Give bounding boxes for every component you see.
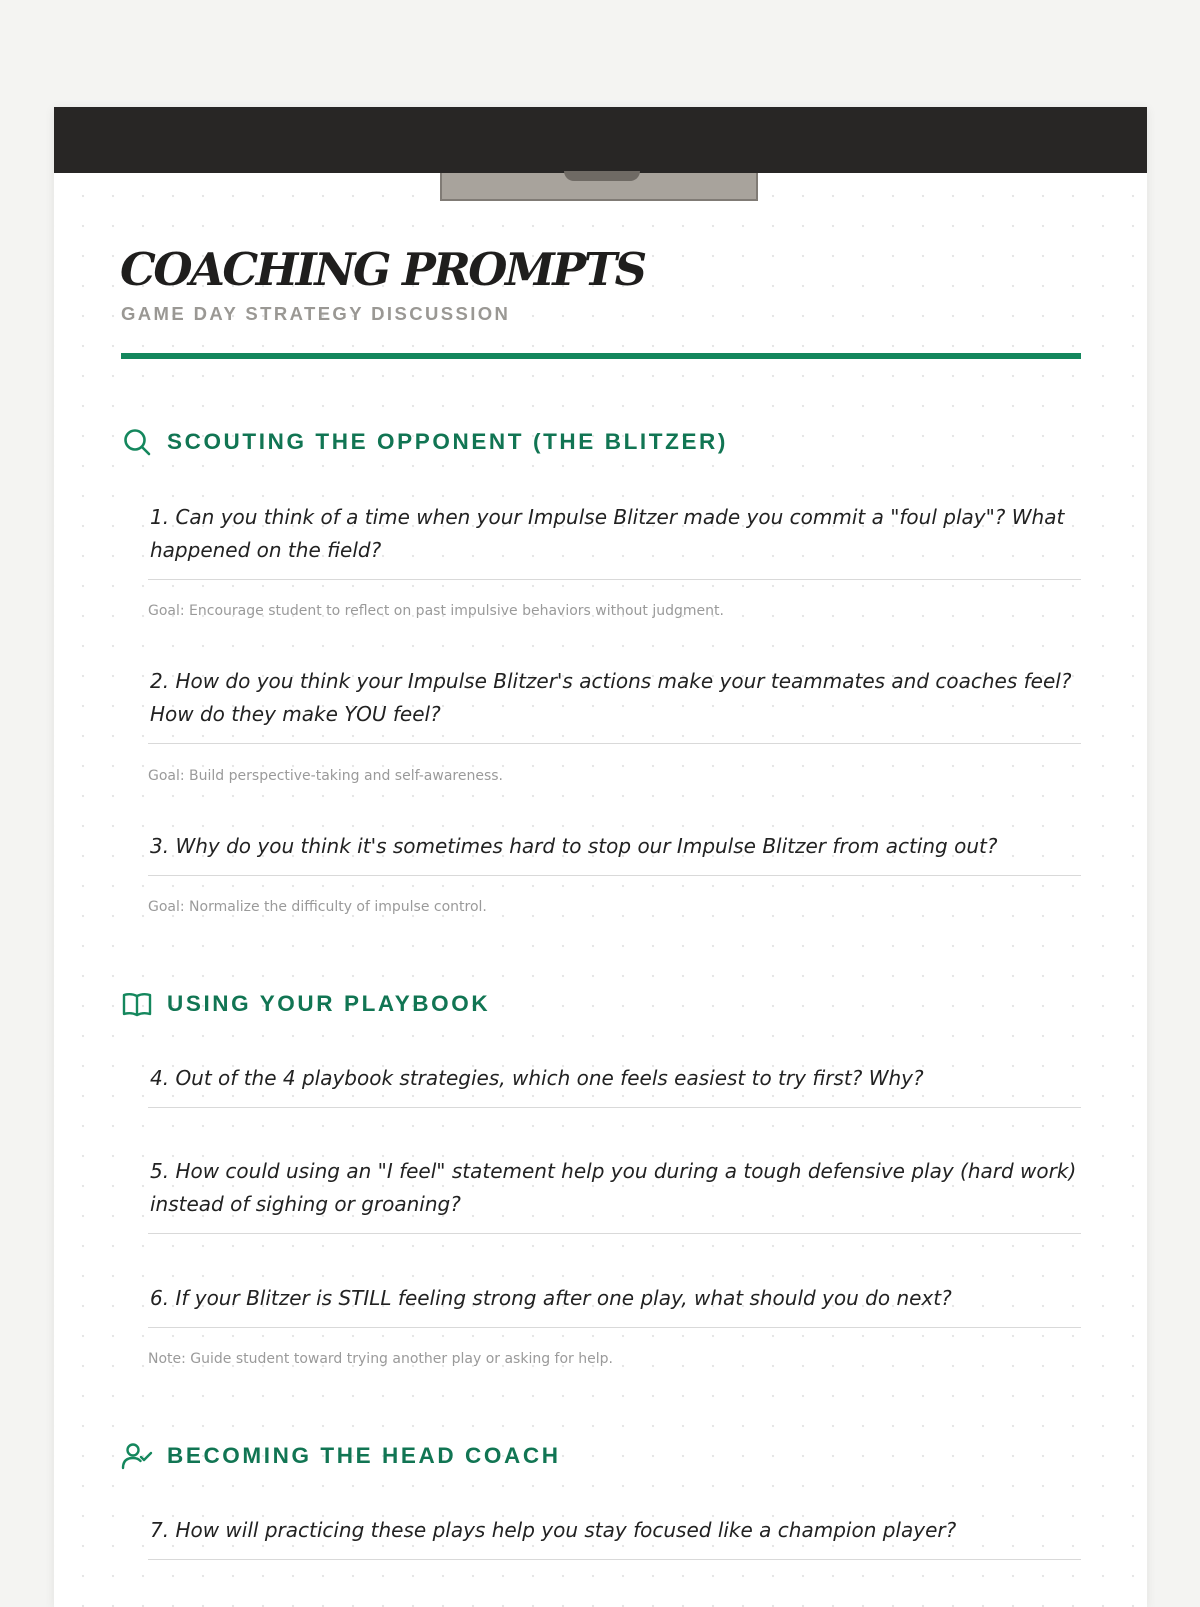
answer-line	[148, 1107, 1081, 1108]
prompt-item	[148, 1062, 1081, 1095]
user-check-icon	[121, 1440, 153, 1472]
search-icon	[121, 426, 153, 458]
prompt-question: 2. How do you think your Impulse Blitzer's actions make your teammates and coaches feel? How do they make YOU feel?	[150, 669, 1072, 726]
prompt-item	[148, 665, 1081, 731]
answer-line	[148, 1233, 1081, 1234]
prompt-item	[148, 830, 1081, 863]
title-divider	[121, 353, 1081, 359]
section-title: SCOUTING THE OPPONENT (THE BLITZER)	[167, 429, 728, 454]
answer-line	[148, 1559, 1081, 1560]
prompt-question: 5. How could using an "I feel" statement help you during a tough defensive play (hard work) instead of sighing or groaning?	[150, 1159, 1077, 1216]
answer-line	[148, 1327, 1081, 1328]
answer-line	[148, 579, 1081, 580]
prompt-question: 3. Why do you think it's sometimes hard to stop our Impulse Blitzer from acting out?	[150, 834, 998, 858]
prompt-goal-note: Goal: Build perspective-taking and self-awareness.	[148, 768, 503, 784]
section-header-playbook	[121, 987, 490, 1021]
page-title: COACHING PROMPTS	[120, 243, 645, 296]
prompt-question: 7. How will practicing these plays help you stay focused like a champion player?	[150, 1518, 957, 1542]
section-title: USING YOUR PLAYBOOK	[167, 991, 491, 1016]
prompt-question: 1. Can you think of a time when your Impulse Blitzer made you commit a "foul play"? What happened on the field?	[150, 505, 1065, 562]
section-header-scouting	[121, 425, 728, 459]
prompt-question: 4. Out of the 4 playbook strategies, which one feels easiest to try first? Why?	[150, 1066, 924, 1090]
section-header-head-coach	[121, 1439, 561, 1473]
prompt-item	[148, 501, 1081, 567]
prompt-goal-note: Note: Guide student toward trying another play or asking for help.	[148, 1351, 613, 1367]
worksheet-page	[54, 107, 1147, 1607]
answer-line	[148, 743, 1081, 744]
prompt-goal-note: Goal: Encourage student to reflect on past impulsive behaviors without judgment.	[148, 603, 724, 619]
clipboard-clip	[440, 173, 758, 201]
prompt-item	[148, 1282, 1081, 1315]
clipboard-clip-knob	[564, 171, 640, 181]
open-book-icon	[121, 988, 153, 1020]
answer-line	[148, 875, 1081, 876]
prompt-question: 6. If your Blitzer is STILL feeling strong after one play, what should you do next?	[150, 1286, 952, 1310]
prompt-goal-note: Goal: Normalize the difficulty of impulse control.	[148, 899, 487, 915]
section-title: BECOMING THE HEAD COACH	[167, 1443, 561, 1468]
clipboard-top-bar	[54, 107, 1147, 173]
prompt-item	[148, 1155, 1081, 1221]
page-subtitle: GAME DAY STRATEGY DISCUSSION	[121, 303, 511, 324]
prompt-item	[148, 1514, 1081, 1547]
